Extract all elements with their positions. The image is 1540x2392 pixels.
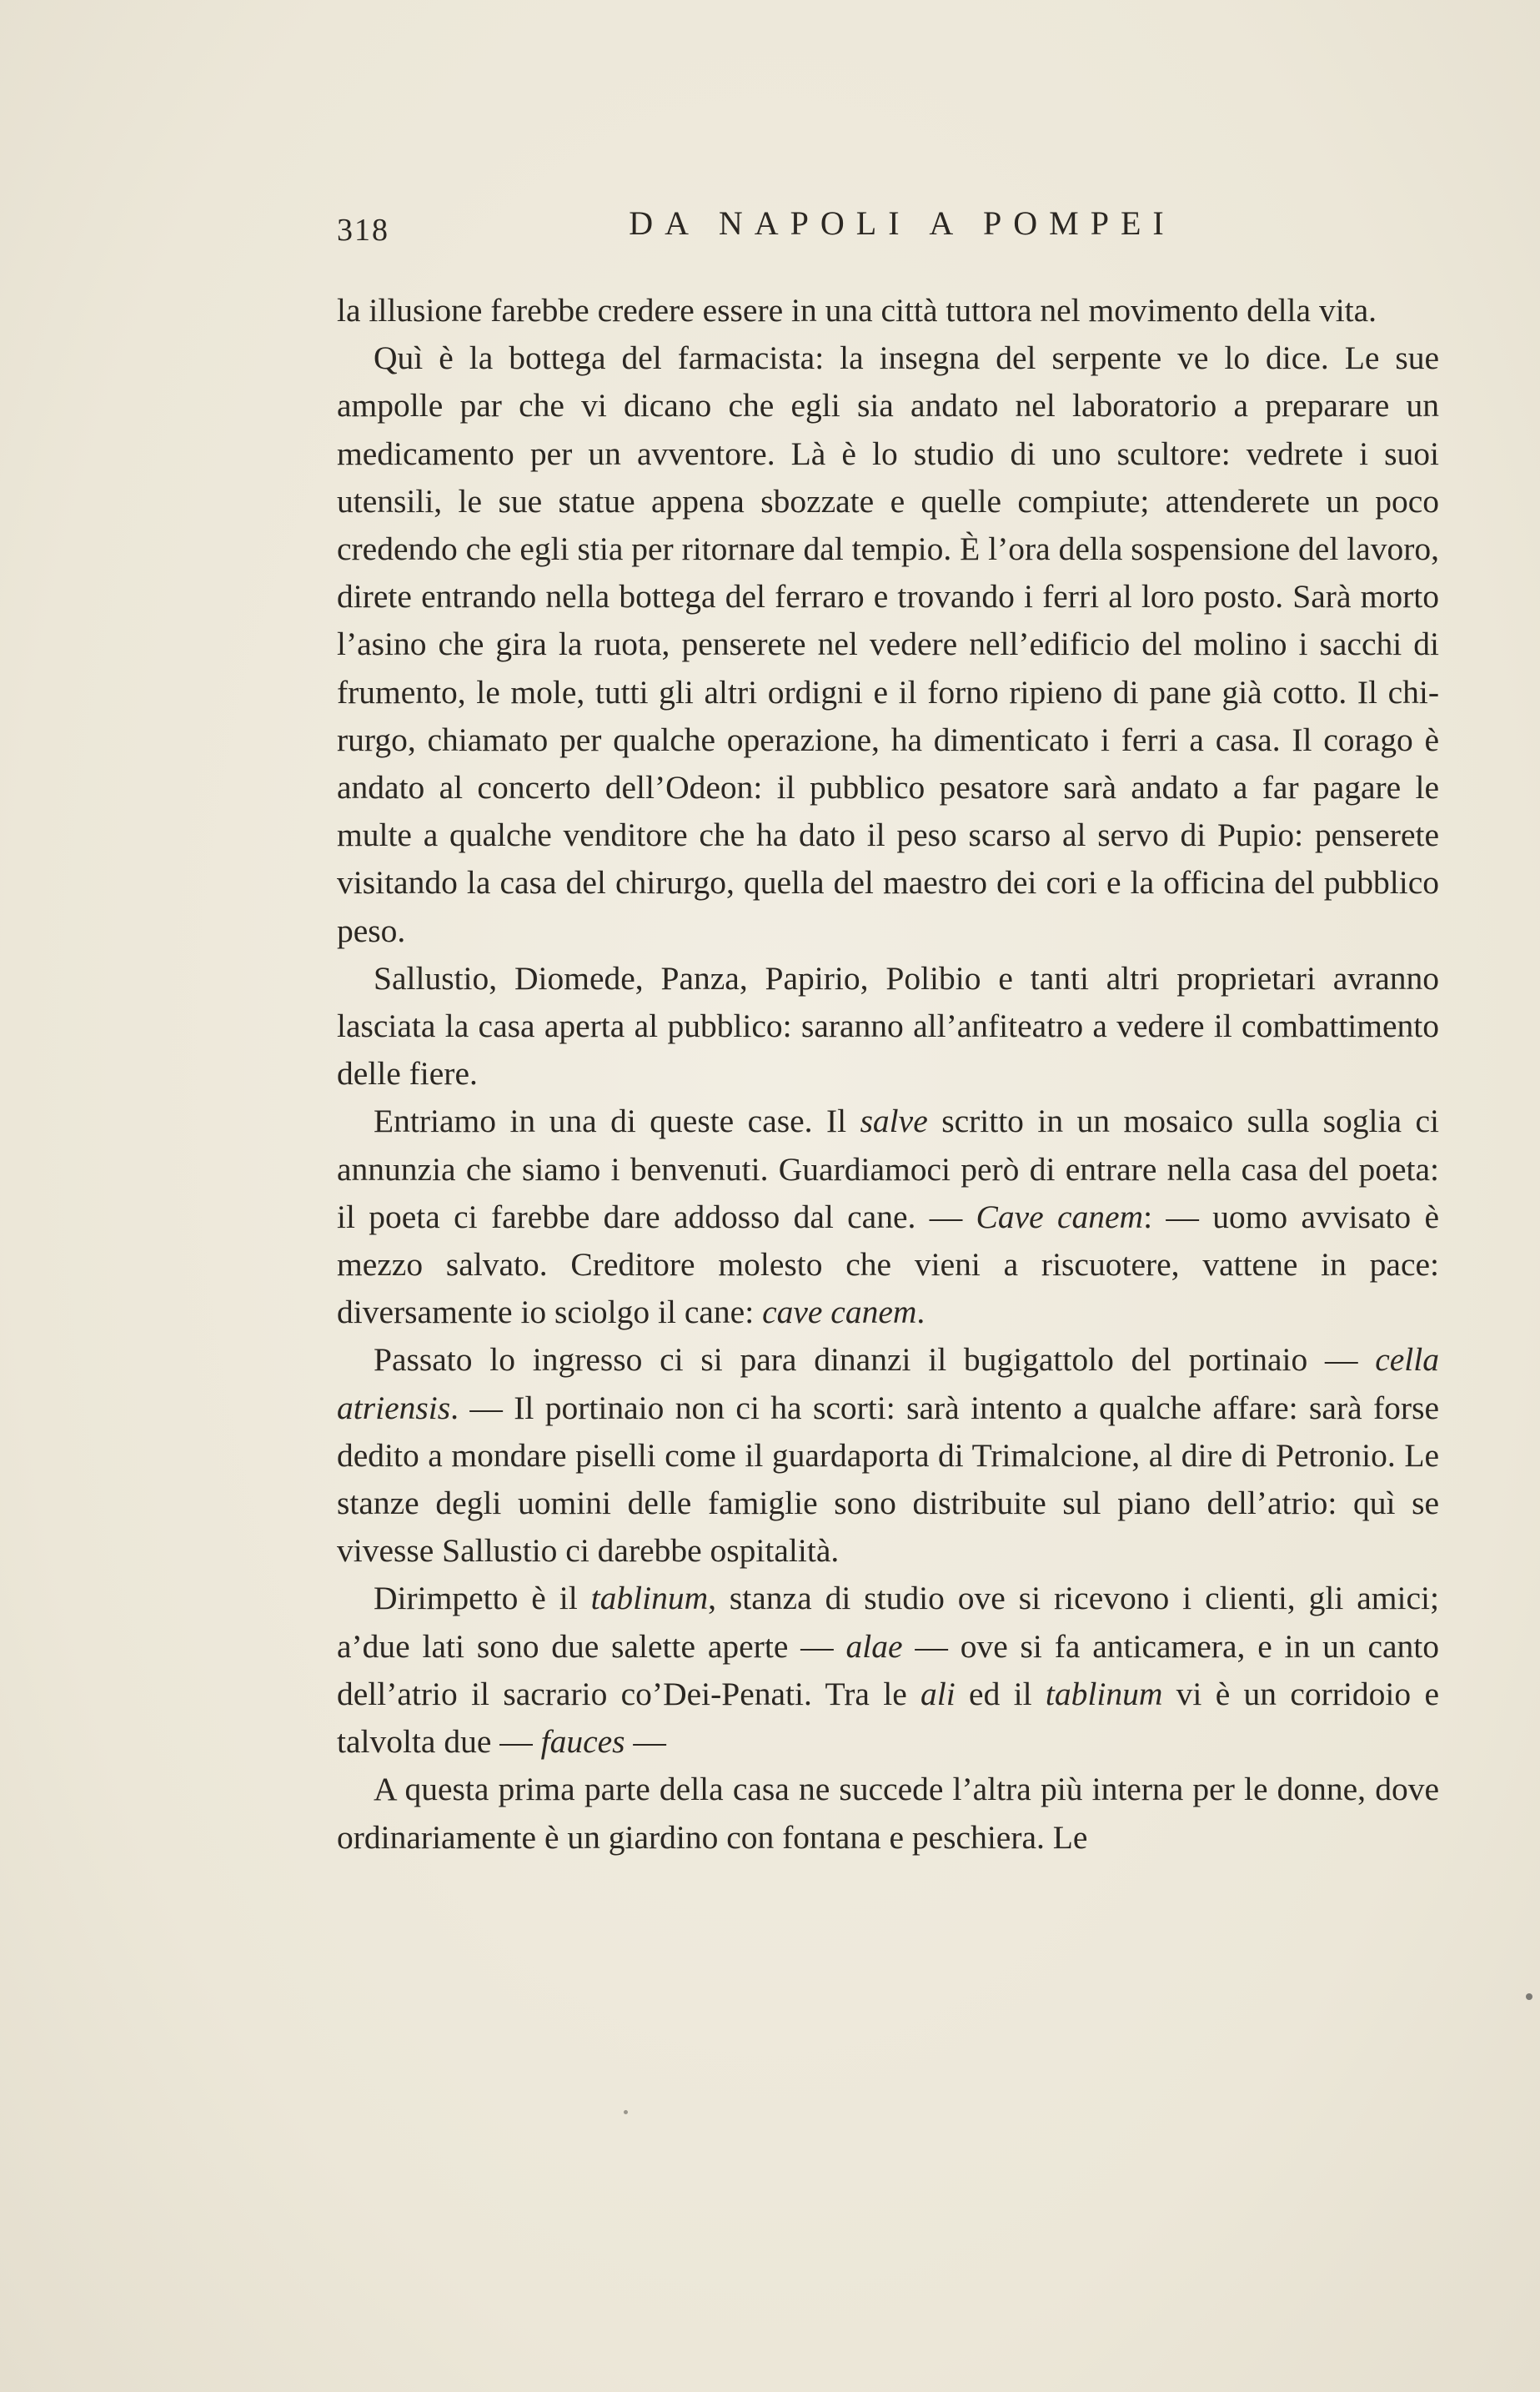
text-run: A questa prima parte della casa ne succede l’altra più interna per le donne, dove ordinariamente è un giardino con fontana e peschiera. Le (337, 1771, 1439, 1856)
italic-term: tablinum (590, 1580, 709, 1617)
italic-term: fauces (540, 1723, 625, 1761)
text-run: . (916, 1294, 926, 1331)
text-run: Quì è la bottega del farmacista: la insegna del serpente ve lo dice. Le sue ampolle par che vi dicano che egli sia andato nel laboratorio a preparare un medicamento per un avventore. Là è lo studio di uno scultore: vedrete i suoi utensili, le sue statue appena sbozzate e quelle compiute; attenderete un poco credendo che egli stia per ritornare dal tempio. È l’ora della sospensione del lavoro, direte entrando nella bottega del ferraro e trovando i ferri al loro posto. Sarà morto l’asino che gira la ruota, penserete nel vedere nell’edificio del molino i sacchi di frumento, le mole, tutti gli altri ordigni e il forno ripieno di pane già cotto. Il chirurgo, chiamato per qualche operazione, ha dimenticato i ferri a casa. Il corago è andato al concerto dell’Odeon: il pubblico pesatore sarà andato a far pagare le multe a qualche venditore che ha dato il peso scarso al servo di Pupio: penserete visitando la casa del chirurgo, quella del maestro dei cori e la officina del pubblico peso. (337, 339, 1439, 949)
italic-term: cave canem (762, 1294, 917, 1331)
text-run: vi è un corridoio e talvolta due — (337, 1675, 1439, 1761)
italic-term: cella atriensis (337, 1341, 1439, 1426)
paper-speck (1526, 1993, 1532, 2000)
paragraph-5 (337, 1336, 1439, 1575)
text-run: Sallustio, Diomede, Panza, Papirio, Polibio e tanti altri proprietari avranno lasciata la casa aperta al pubblico: saranno all’anfiteatro a vedere il combattimento delle fiere. (337, 959, 1439, 1093)
text-run: Dirimpetto è il (374, 1580, 591, 1617)
text-run: scritto in un mosaico sulla soglia ci annunzia che siamo i benvenuti. Guardiamoci però di entrare nella casa del poeta: il poeta ci farebbe dare addosso dal cane. — (337, 1103, 1439, 1235)
paragraph-4 (337, 1098, 1439, 1336)
page-number: 318 (337, 213, 389, 248)
page-header (337, 197, 1467, 247)
text-run: — ove si fa anticamera, e in un canto dell’atrio il sacrario co’Dei-Penati. Tra le (337, 1627, 1439, 1712)
italic-term: ali (920, 1675, 956, 1712)
paper-speck (624, 2110, 628, 2114)
text-run: ed il (955, 1675, 1046, 1712)
text-run: la illusione farebbe credere essere in una città tuttora nel movimento della vita. (337, 292, 1377, 329)
running-title: DA NAPOLI A POMPEI (629, 204, 1176, 242)
body-text (337, 287, 1439, 1862)
italic-term: salve (860, 1103, 928, 1140)
text-run: . — Il portinaio non ci ha scorti: sarà intento a qualche affare: sarà forse dedito a mondare piselli come il guardaporta di Trimalcione, al dire di Petronio. Le stanze degli uomini delle famiglie sono distribuite sul piano dell’atrio: quì se vivesse Sallustio ci darebbe ospitalità. (337, 1389, 1439, 1570)
text-run: : — uomo avvisato è mezzo salvato. Creditore molesto che vieni a riscuotere, vattene in pace: diversamente io sciolgo il cane: (337, 1198, 1439, 1331)
paragraph-6 (337, 1575, 1439, 1766)
text-run: Entriamo in una di queste case. Il (374, 1103, 860, 1140)
paragraph-2 (337, 334, 1439, 955)
text-run: Passato lo ingresso ci si para dinanzi il bugigattolo del portinaio — (374, 1341, 1376, 1379)
italic-term: Cave canem (976, 1198, 1144, 1235)
text-run: , stanza di studio ove si ricevono i clienti, gli amici; a’due lati sono due salette aperte — (337, 1580, 1439, 1665)
text-run: — (625, 1723, 666, 1761)
paragraph-1 (337, 287, 1439, 334)
italic-term: tablinum (1045, 1675, 1163, 1712)
italic-term: alae (845, 1627, 903, 1665)
paragraph-3 (337, 955, 1439, 1098)
paragraph-7 (337, 1766, 1439, 1861)
